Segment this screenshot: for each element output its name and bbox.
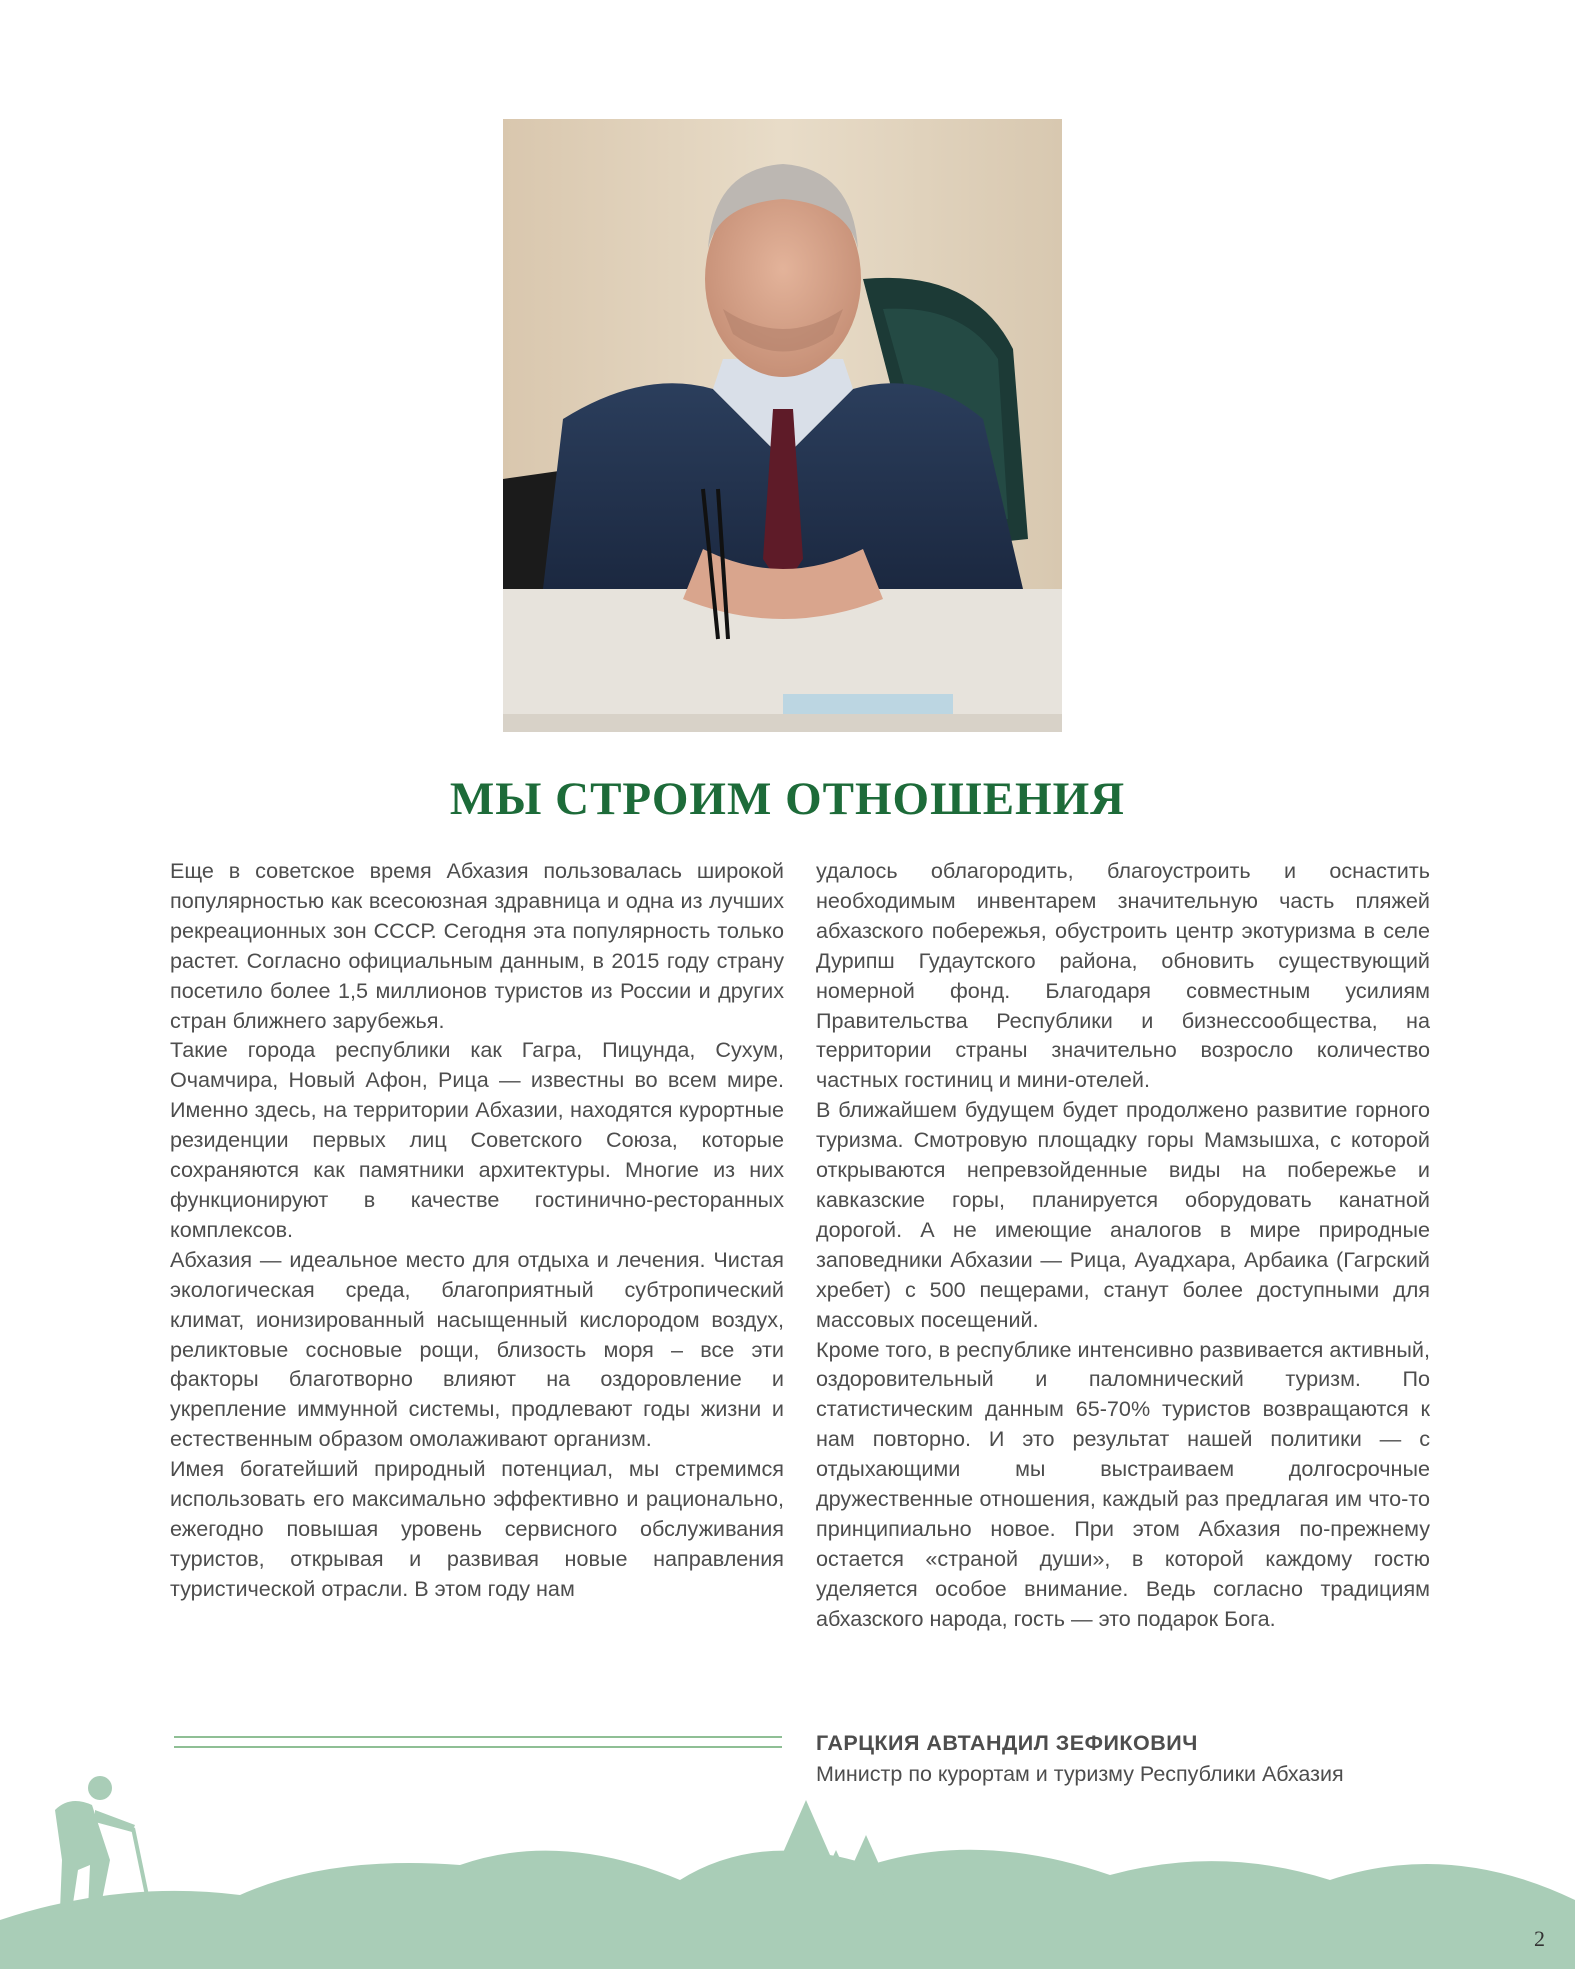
left-column — [170, 856, 784, 1604]
paragraph: Имея богатейший природный потенциал, мы стремимся использовать его максимально эффективно и рационально, ежегодно повышая уровень сервисного обслуживания туристов, открывая и развивая новые направления туристической отрасли. В этом году нам — [170, 1456, 784, 1601]
signature-divider — [174, 1736, 782, 1748]
hiker-icon — [55, 1776, 150, 1910]
paragraph: В ближайшем будущем будет продолжено развитие горного туризма. Смотровую площадку горы Мамзышха, с которой открываются непревзойденные виды на побережье и кавказские горы, планируется оборудовать канатной дорогой. А не имеющие аналогов в мире природные заповедники Абхазии — Рица, Ауадхара, Арбаика (Гагрский хребет) с 500 пещерами, станут более доступными для массовых посещений. — [816, 1097, 1430, 1332]
portrait-photo — [503, 119, 1062, 732]
paragraph: Такие города республики как Гагра, Пицунда, Сухум, Очамчира, Новый Афон, Рица — известны во всем мире. Именно здесь, на территории Абхазии, находятся курортные резиденции первых лиц Советского Союза, которые сохраняются как памятники архитектуры. Многие из них функционируют в качестве гостинично-ресторанных комплексов. — [170, 1037, 784, 1242]
paragraph: Кроме того, в республике интенсивно развивается активный, оздоровительный и паломнический туризм. По статистическим данным 65-70% туристов возвращаются к нам повторно. И это результат нашей политики — с отдыхающими мы выстраиваем долгосрочные дружественные отношения, каждый раз предлагая им что-то принципиально новое. При этом Абхазия по-прежнему остается «страной души», в которой каждому гостю уделяется особое внимание. Ведь согласно традициям абхазского народа, гость — это подарок Бога. — [816, 1336, 1430, 1631]
paragraph: удалось облагородить, благоустроить и оснастить необходимым инвентарем значительную часть пляжей абхазского побережья, обустроить центр экотуризма в селе Дурипш Гудаутского района, обновить существующий номерной фонд. Благодаря совместным усилиям Правительства Республики и бизнессообщества, на территории страны значительно возросло количество частных гостиниц и мини-отелей. — [816, 858, 1430, 1093]
page-number: 2 — [1534, 1926, 1545, 1951]
pine-trees-icon — [766, 1800, 898, 1940]
right-column — [816, 856, 1430, 1634]
paragraph: Абхазия — идеальное место для отдыха и лечения. Чистая экологическая среда, благоприятный субтропический климат, ионизированный насыщенный кислородом воздух, реликтовые сосновые рощи, близость моря – все эти факторы благотворно влияют на оздоровление и укрепление иммунной системы, продлевают годы жизни и естественным образом омолаживают организм. — [170, 1246, 784, 1452]
signature-role: Министр по курортам и туризму Республики Абхазия — [816, 1762, 1344, 1786]
landscape-illustration — [0, 1770, 1575, 1969]
portrait-image — [503, 119, 1062, 732]
article-title: МЫ СТРОИМ ОТНОШЕНИЯ — [449, 773, 1126, 825]
paragraph: Еще в советское время Абхазия пользовалась широкой популярностью как всесоюзная здравница и одна из лучших рекреационных зон СССР. Сегодня эта популярность только растет. Согласно официальным данным, в 2015 году страну посетило более 1,5 миллионов туристов из России и других стран ближнего зарубежья. — [170, 858, 784, 1033]
signature-name: ГАРЦКИЯ АВТАНДИЛ ЗЕФИКОВИЧ — [816, 1731, 1198, 1755]
